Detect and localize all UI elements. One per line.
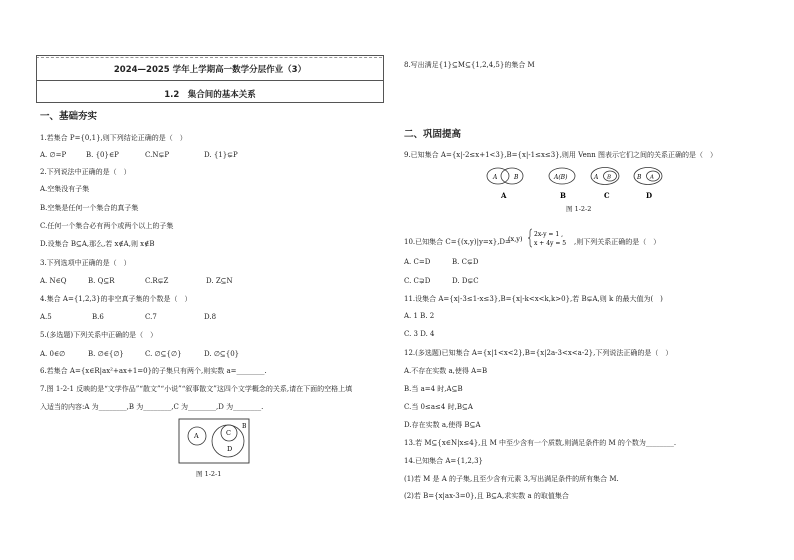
q5-option-d: D. ∅⊆{0} [204, 350, 240, 358]
venn-label-b: B [242, 423, 247, 430]
q14-stem: 14.已知集合 A={1,2,3} [404, 457, 483, 465]
q1-option-a: A. ∅=P [40, 151, 67, 159]
q3-option-d: D. Z⊆N [206, 277, 233, 285]
svg-text:A: A [493, 174, 498, 181]
svg-text:A(B): A(B) [554, 174, 568, 181]
q2-option-d: D.设集合 B⊆A,那么,若 x∉A,则 x∉B [40, 240, 155, 248]
venn-option-label-b: B [560, 191, 566, 200]
q2-option-a: A.空集没有子集 [40, 185, 90, 193]
q12-stem: 12.(多选题)已知集合 A={x|1<x<2},B={x|2a-3<x<a-2},下列说法正确的是（ ） [404, 349, 673, 357]
worksheet-title: 2024—2025 学年上学期高一数学分层作业（3） [113, 65, 307, 75]
q11-stem: 11.设集合 A={x|-3≤1-x≤3},B={x|-k<x<k,k>0},若 B⊊A,则 k 的最大值为( ) [404, 295, 663, 303]
venn-option-label-d: D [646, 191, 653, 200]
section2-title: 二、巩固提高 [404, 129, 462, 140]
q12-option-a: A.不存在实数 a,使得 A=B [404, 367, 488, 375]
q7-line1: 7.图 1-2-1 反映的是“文学作品”“散文”“小说”“叙事散文”这四个文学概念的关系,请在下面的空格上填 [40, 385, 353, 393]
q4-option-a: A.5 [40, 313, 52, 321]
q5-stem: 5.(多选题)下列关系中正确的是（ ） [40, 331, 158, 339]
svg-text:B: B [637, 174, 642, 181]
q3-option-c: C.R⊊Z [145, 277, 169, 285]
venn-option-d [634, 168, 662, 185]
venn-label-a: A [194, 432, 199, 440]
venn-option-label-c: C [604, 191, 610, 200]
q4-option-d: D.8 [204, 313, 217, 321]
q12-option-d: D.存在实数 a,使得 B⊆A [404, 421, 481, 429]
header-divider [36, 80, 384, 81]
q4-option-b: B.6 [92, 313, 104, 321]
venn-figure-1-2-1 [178, 418, 250, 464]
q3-option-b: B. Q⊆R [88, 277, 115, 285]
figure-caption-1-2-1: 图 1-2-1 [196, 470, 222, 478]
q1-option-b: B. {0}∈P [86, 151, 119, 159]
q10-option-c: C. C⊋D [404, 277, 431, 285]
q14-sub2: (2)若 B={x|ax-3=0},且 B⊆A,求实数 a 的取值集合 [404, 492, 569, 500]
venn-option-b [549, 168, 575, 184]
q10-option-d: D. D⊊C [452, 277, 479, 285]
q10-option-b: B. C⊊D [452, 258, 479, 266]
venn-option-c [591, 168, 619, 185]
figure-caption-1-2-2: 图 1-2-2 [566, 205, 592, 213]
q5-option-c: C. ∅⊆{∅} [145, 350, 182, 358]
q10-eq1: 2x-y = 1 , [534, 231, 563, 238]
q10-option-a: A. C=D [404, 258, 431, 266]
section1-title: 一、基础夯实 [40, 111, 98, 122]
q3-stem: 3.下列选项中正确的是（ ） [40, 259, 131, 267]
q10-stem-pre: 10.已知集合 C={(x,y)|y=x},D= [404, 238, 511, 246]
q5-option-b: B. ∅∈{∅} [88, 350, 124, 358]
q8-stem: 8.写出满足{1}⊆M⊆{1,2,4,5}的集合 M [404, 61, 535, 69]
q6-stem: 6.若集合 A={x∈R|ax²+ax+1=0}的子集只有两个,则实数 a=________. [40, 367, 267, 375]
section-subtitle: 1.2 集合间的基本关系 [164, 90, 256, 100]
q2-option-b: B.空集是任何一个集合的真子集 [40, 204, 139, 212]
venn-option-label-a: A [501, 191, 507, 200]
q10-stem-post: ,则下列关系正确的是（ ） [574, 238, 661, 246]
svg-text:B: B [514, 174, 519, 181]
venn-label-c: C [226, 429, 231, 437]
q1-stem: 1.若集合 P={0,1},则下列结论正确的是（ ） [40, 134, 187, 142]
q3-option-a: A. N∈Q [40, 277, 67, 285]
q4-stem: 4.集合 A={1,2,3}的非空真子集的个数是（ ） [40, 295, 192, 303]
q11-options-cd: C. 3 D. 4 [404, 330, 435, 338]
q13-stem: 13.若 M⊆{x∈N|x≤4},且 M 中至少含有一个质数,则满足条件的 M 的个数为________. [404, 439, 677, 447]
q2-stem: 2.下列说法中正确的是（ ） [40, 168, 131, 176]
q10-system-brace [508, 227, 572, 249]
svg-text:A: A [594, 174, 599, 181]
q4-option-c: C.7 [145, 313, 157, 321]
q12-option-c: C.当 0≤a≤4 时,B⊆A [404, 403, 473, 411]
q2-option-c: C.任何一个集合必有两个或两个以上的子集 [40, 222, 174, 230]
q1-option-c: C.N⊊P [145, 151, 170, 159]
q1-option-d: D. {1}⊊P [204, 151, 238, 159]
q12-option-b: B.当 a=4 时,A⊆B [404, 385, 463, 393]
q5-option-a: A. 0∈∅ [40, 350, 66, 358]
q7-line2: 入适当的内容:A 为________,B 为________,C 为________,D 为________. [40, 403, 264, 411]
q14-sub1: (1)若 M 是 A 的子集,且至少含有元素 3,写出满足条件的所有集合 M. [404, 475, 619, 483]
venn-option-a [487, 168, 523, 184]
svg-text:B: B [607, 174, 612, 181]
q9-stem: 9.已知集合 A={x|-2≤x+1<3},B={x|-1≤x≤3},则用 Venn 图表示它们之间的关系正确的是（ ） [404, 151, 717, 159]
q11-options-ab: A. 1 B. 2 [404, 312, 435, 320]
venn-label-d: D [227, 445, 233, 453]
q10-set-var: (x,y) [508, 235, 523, 243]
svg-text:A: A [650, 174, 654, 181]
q10-eq2: x + 4y = 5 [534, 240, 567, 247]
venn-options-figure [484, 163, 674, 201]
